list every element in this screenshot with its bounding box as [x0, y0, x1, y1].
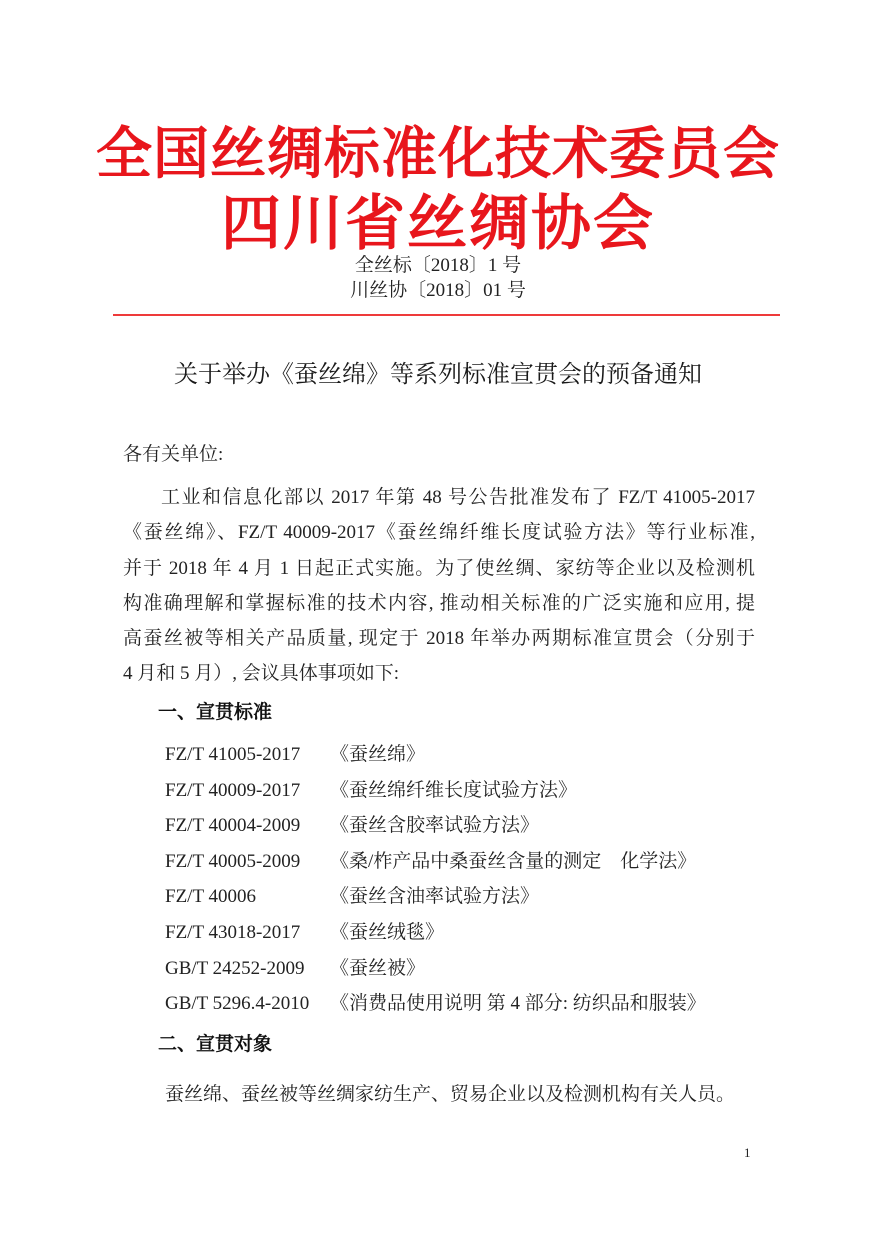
document-title: 关于举办《蚕丝绵》等系列标准宣贯会的预备通知	[174, 360, 702, 388]
standards-list	[165, 742, 706, 1027]
paragraph-line: 《蚕丝绵》、FZ/T 40009-2017《蚕丝绵纤维长度试验方法》等行业标准,	[123, 522, 755, 544]
standard-item	[165, 920, 706, 956]
standard-name: 《蚕丝含油率试验方法》	[330, 886, 540, 908]
standard-code: FZ/T 40004-2009	[165, 815, 301, 837]
doc-number-2: 川丝协〔2018〕01 号	[350, 280, 526, 301]
standard-code: GB/T 24252-2009	[165, 957, 305, 979]
salutation: 各有关单位:	[123, 444, 224, 465]
standard-item	[165, 778, 706, 814]
standard-item	[165, 849, 706, 885]
page-number: 1	[744, 1145, 751, 1160]
section-heading-standards: 一、宣贯标准	[158, 701, 273, 723]
standard-name: 《蚕丝含胶率试验方法》	[330, 815, 540, 837]
standard-name: 《蚕丝绒毯》	[330, 921, 445, 943]
standard-code: FZ/T 43018-2017	[165, 921, 301, 943]
standard-name: 《消费品使用说明 第 4 部分: 纺织品和服装》	[330, 993, 706, 1015]
org-name-line-1: 全国丝绸标准化技术委员会	[96, 121, 780, 187]
standard-item	[165, 884, 706, 920]
header-divider	[113, 314, 780, 316]
paragraph-line: 工业和信息化部以 2017 年第 48 号公告批准发布了 FZ/T 41005-2017	[161, 487, 755, 508]
standard-code: FZ/T 40009-2017	[165, 779, 301, 801]
standard-name: 《蚕丝绵》	[330, 744, 426, 765]
standard-item	[165, 991, 706, 1027]
section-heading-audience: 二、宣贯对象	[158, 1033, 273, 1055]
paragraph-line: 构准确理解和掌握标准的技术内容, 推动相关标准的广泛实施和应用, 提	[123, 592, 755, 614]
paragraph-line: 并于 2018 年 4 月 1 日起正式实施。为了使丝绸、家纺等企业以及检测机	[123, 557, 755, 579]
standard-code: FZ/T 41005-2017	[165, 744, 301, 765]
paragraph-line: 4 月和 5 月）, 会议具体事项如下:	[123, 663, 400, 685]
standard-code: FZ/T 40005-2009	[165, 850, 301, 872]
standard-name: 《蚕丝绵纤维长度试验方法》	[330, 779, 578, 801]
audience-text: 蚕丝绵、蚕丝被等丝绸家纺生产、贸易企业以及检测机构有关人员。	[165, 1084, 736, 1105]
standard-name: 《蚕丝被》	[330, 957, 426, 979]
standard-code: FZ/T 40006	[165, 886, 256, 908]
org-name-line-2: 四川省丝绸协会	[221, 189, 655, 259]
paragraph-line: 高蚕丝被等相关产品质量, 现定于 2018 年举办两期标准宣贯会（分别于	[123, 628, 755, 650]
standard-item	[165, 956, 706, 992]
standard-name: 《桑/柞产品中桑蚕丝含量的测定 化学法》	[330, 850, 697, 872]
standard-item	[165, 813, 706, 849]
intro-paragraph	[123, 480, 755, 692]
standard-code: GB/T 5296.4-2010	[165, 993, 310, 1015]
standard-item	[165, 742, 706, 778]
doc-number-1: 全丝标〔2018〕1 号	[354, 255, 522, 276]
